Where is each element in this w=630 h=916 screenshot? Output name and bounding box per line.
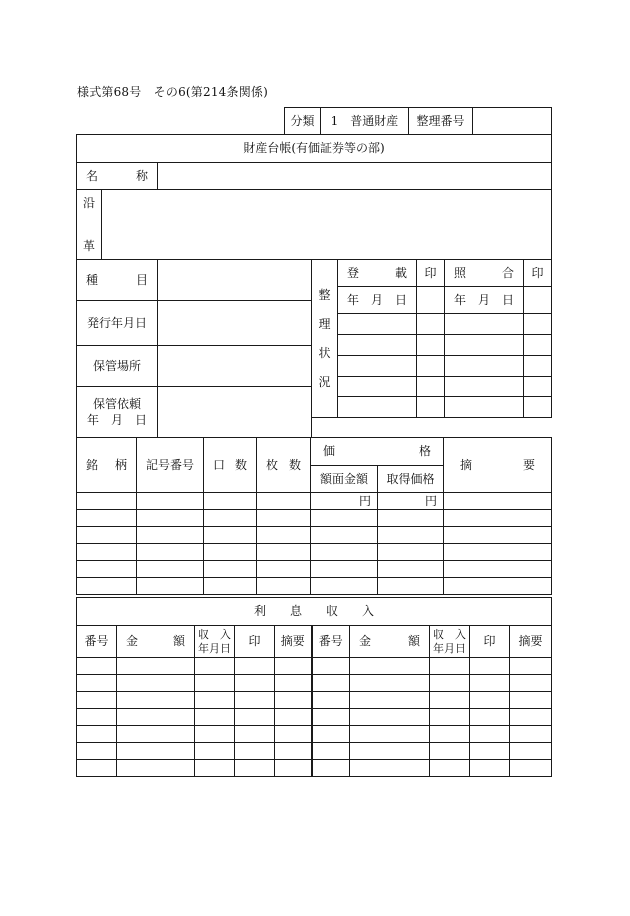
status-cell[interactable] (445, 335, 524, 356)
interest-cell[interactable] (275, 760, 312, 777)
interest-cell[interactable] (430, 760, 470, 777)
custody-place-field[interactable] (158, 346, 312, 387)
interest-cell[interactable] (117, 692, 195, 709)
status-cell[interactable] (338, 335, 417, 356)
status-cell[interactable] (417, 397, 445, 418)
interest-cell[interactable] (195, 726, 235, 743)
interest-cell[interactable] (312, 760, 350, 777)
securities-cell[interactable] (204, 561, 257, 578)
interest-cell[interactable] (350, 709, 430, 726)
interest-cell[interactable] (195, 675, 235, 692)
status-cell[interactable] (524, 356, 552, 377)
securities-cell[interactable] (257, 544, 311, 561)
interest-cell[interactable] (430, 692, 470, 709)
securities-cell[interactable] (204, 544, 257, 561)
kind-label: 種 目 (77, 260, 158, 301)
interest-remarks-header: 摘要 (510, 626, 552, 658)
check-header: 照 合 (445, 260, 524, 287)
interest-cell[interactable] (470, 675, 510, 692)
interest-cell[interactable] (510, 709, 552, 726)
status-cell[interactable] (445, 356, 524, 377)
interest-number-header: 番号 (77, 626, 117, 658)
interest-cell[interactable] (77, 760, 117, 777)
interest-number-header: 番号 (312, 626, 350, 658)
securities-cell[interactable] (137, 527, 204, 544)
interest-cell[interactable] (470, 743, 510, 760)
check-date-label: 年 月 日 (445, 287, 524, 314)
interest-cell[interactable] (235, 709, 275, 726)
interest-cell[interactable] (510, 760, 552, 777)
interest-cell[interactable] (430, 726, 470, 743)
ledger-title: 財産台帳(有価証券等の部) (77, 135, 552, 163)
interest-cell[interactable] (77, 709, 117, 726)
interest-cell[interactable] (195, 760, 235, 777)
securities-cell[interactable] (257, 493, 311, 510)
price-header: 価 格 (311, 438, 444, 466)
interest-cell[interactable] (430, 709, 470, 726)
status-cell[interactable] (338, 314, 417, 335)
status-cell[interactable] (417, 335, 445, 356)
interest-seal-header: 印 (470, 626, 510, 658)
interest-cell[interactable] (510, 658, 552, 675)
issue-date-label: 発行年月日 (77, 301, 158, 346)
interest-cell[interactable] (235, 675, 275, 692)
securities-cell[interactable] (204, 578, 257, 595)
registry-number-value[interactable] (473, 108, 552, 135)
securities-cell[interactable] (137, 510, 204, 527)
interest-amount-header: 金 額 (117, 626, 195, 658)
interest-cell[interactable] (275, 743, 312, 760)
history-label: 沿 革 (77, 190, 102, 260)
interest-cell[interactable] (430, 658, 470, 675)
securities-cell[interactable] (257, 510, 311, 527)
interest-cell[interactable] (470, 658, 510, 675)
interest-cell[interactable] (117, 760, 195, 777)
interest-cell[interactable] (77, 675, 117, 692)
check-seal-header: 印 (524, 260, 552, 287)
status-vertical-label: 整 理 状 況 (312, 260, 338, 418)
interest-remarks-header: 摘要 (275, 626, 312, 658)
custody-date-label: 保管依頼 年 月 日 (77, 387, 158, 438)
history-field[interactable] (102, 190, 552, 260)
interest-cell[interactable] (235, 658, 275, 675)
interest-table (76, 597, 552, 777)
interest-cell[interactable] (275, 726, 312, 743)
interest-cell[interactable] (235, 743, 275, 760)
securities-cell[interactable] (204, 527, 257, 544)
status-cell[interactable] (524, 377, 552, 397)
interest-cell[interactable] (312, 692, 350, 709)
interest-cell[interactable] (510, 675, 552, 692)
interest-cell[interactable] (350, 743, 430, 760)
interest-amount-header: 金 額 (350, 626, 430, 658)
check-seal-cell[interactable] (524, 287, 552, 314)
classification-table (284, 107, 552, 135)
interest-cell[interactable] (275, 658, 312, 675)
interest-cell[interactable] (235, 692, 275, 709)
status-cell[interactable] (417, 314, 445, 335)
interest-cell[interactable] (77, 743, 117, 760)
interest-cell[interactable] (117, 675, 195, 692)
status-cell[interactable] (417, 377, 445, 397)
face-value-yen-unit: 円 (311, 493, 378, 510)
interest-cell[interactable] (430, 675, 470, 692)
securities-cell[interactable] (204, 510, 257, 527)
securities-cell[interactable] (311, 527, 378, 544)
brand-header: 銘 柄 (77, 438, 137, 493)
securities-cell[interactable] (77, 527, 137, 544)
securities-cell[interactable] (77, 544, 137, 561)
form-heading: 様式第68号 その6(第214条関係) (77, 85, 268, 99)
status-cell[interactable] (445, 314, 524, 335)
left-fields-table (76, 259, 312, 438)
securities-cell[interactable] (444, 493, 552, 510)
securities-cell[interactable] (444, 544, 552, 561)
securities-cell[interactable] (444, 578, 552, 595)
header-table (76, 134, 552, 190)
registration-seal-cell[interactable] (417, 287, 445, 314)
units-header: 口 数 (204, 438, 257, 493)
interest-cell[interactable] (195, 692, 235, 709)
securities-cell[interactable] (257, 561, 311, 578)
securities-cell[interactable] (137, 561, 204, 578)
interest-cell[interactable] (312, 743, 350, 760)
interest-cell[interactable] (312, 675, 350, 692)
face-value-header: 額面金額 (311, 466, 378, 493)
securities-cell[interactable] (378, 561, 444, 578)
securities-cell[interactable] (444, 527, 552, 544)
interest-cell[interactable] (510, 692, 552, 709)
securities-cell[interactable] (378, 527, 444, 544)
status-cell[interactable] (524, 314, 552, 335)
securities-cell[interactable] (378, 578, 444, 595)
status-cell[interactable] (338, 397, 417, 418)
status-cell[interactable] (445, 397, 524, 418)
interest-cell[interactable] (350, 658, 430, 675)
status-cell[interactable] (445, 377, 524, 397)
classification-value: 1 普通財産 (321, 108, 409, 135)
interest-cell[interactable] (350, 692, 430, 709)
interest-cell[interactable] (430, 743, 470, 760)
securities-cell[interactable] (77, 493, 137, 510)
custody-place-label: 保管場所 (77, 346, 158, 387)
interest-cell[interactable] (470, 692, 510, 709)
interest-cell[interactable] (195, 709, 235, 726)
interest-cell[interactable] (312, 726, 350, 743)
interest-cell[interactable] (117, 709, 195, 726)
interest-cell[interactable] (350, 726, 430, 743)
securities-cell[interactable] (137, 578, 204, 595)
interest-cell[interactable] (195, 743, 235, 760)
securities-cell[interactable] (137, 493, 204, 510)
name-field[interactable] (158, 163, 552, 190)
interest-cell[interactable] (77, 692, 117, 709)
interest-cell[interactable] (275, 709, 312, 726)
interest-cell[interactable] (350, 675, 430, 692)
interest-cell[interactable] (312, 709, 350, 726)
status-cell[interactable] (524, 335, 552, 356)
securities-cell[interactable] (311, 510, 378, 527)
interest-income-date-header: 収 入 年月日 (430, 626, 470, 658)
interest-cell[interactable] (117, 743, 195, 760)
interest-cell[interactable] (470, 760, 510, 777)
securities-cell[interactable] (204, 493, 257, 510)
custody-date-field[interactable] (158, 387, 312, 438)
interest-cell[interactable] (470, 709, 510, 726)
securities-cell[interactable] (311, 561, 378, 578)
interest-cell[interactable] (470, 726, 510, 743)
securities-cell[interactable] (257, 578, 311, 595)
interest-income-date-header: 収 入 年月日 (195, 626, 235, 658)
interest-title: 利 息 収 入 (77, 598, 552, 626)
status-cell[interactable] (338, 377, 417, 397)
registration-date-label: 年 月 日 (338, 287, 417, 314)
interest-seal-header: 印 (235, 626, 275, 658)
registration-seal-header: 印 (417, 260, 445, 287)
securities-cell[interactable] (311, 578, 378, 595)
securities-cell[interactable] (77, 561, 137, 578)
status-cell[interactable] (417, 356, 445, 377)
registration-header: 登 載 (338, 260, 417, 287)
interest-cell[interactable] (77, 726, 117, 743)
history-table (76, 189, 552, 260)
interest-cell[interactable] (275, 692, 312, 709)
interest-cell[interactable] (510, 743, 552, 760)
interest-cell[interactable] (195, 658, 235, 675)
interest-cell[interactable] (275, 675, 312, 692)
remarks-header: 摘 要 (444, 438, 552, 493)
securities-cell[interactable] (378, 544, 444, 561)
securities-table (76, 437, 552, 595)
interest-cell[interactable] (235, 726, 275, 743)
securities-cell[interactable] (257, 527, 311, 544)
issue-date-field[interactable] (158, 301, 312, 346)
securities-cell[interactable] (311, 544, 378, 561)
securities-cell[interactable] (444, 510, 552, 527)
serial-header: 記号番号 (137, 438, 204, 493)
interest-cell[interactable] (350, 760, 430, 777)
name-label: 名 称 (77, 163, 158, 190)
securities-cell[interactable] (444, 561, 552, 578)
acquisition-yen-unit: 円 (378, 493, 444, 510)
securities-cell[interactable] (378, 510, 444, 527)
sheets-header: 枚 数 (257, 438, 311, 493)
interest-cell[interactable] (510, 726, 552, 743)
interest-cell[interactable] (117, 658, 195, 675)
securities-cell[interactable] (137, 544, 204, 561)
classification-label: 分類 (285, 108, 321, 135)
securities-cell[interactable] (77, 510, 137, 527)
status-cell[interactable] (524, 397, 552, 418)
securities-cell[interactable] (77, 578, 137, 595)
status-cell[interactable] (338, 356, 417, 377)
interest-cell[interactable] (235, 760, 275, 777)
interest-cell[interactable] (117, 726, 195, 743)
kind-field[interactable] (158, 260, 312, 301)
registry-number-label: 整理番号 (409, 108, 473, 135)
acquisition-price-header: 取得価格 (378, 466, 444, 493)
interest-cell[interactable] (312, 658, 350, 675)
status-table (311, 259, 552, 418)
interest-cell[interactable] (77, 658, 117, 675)
